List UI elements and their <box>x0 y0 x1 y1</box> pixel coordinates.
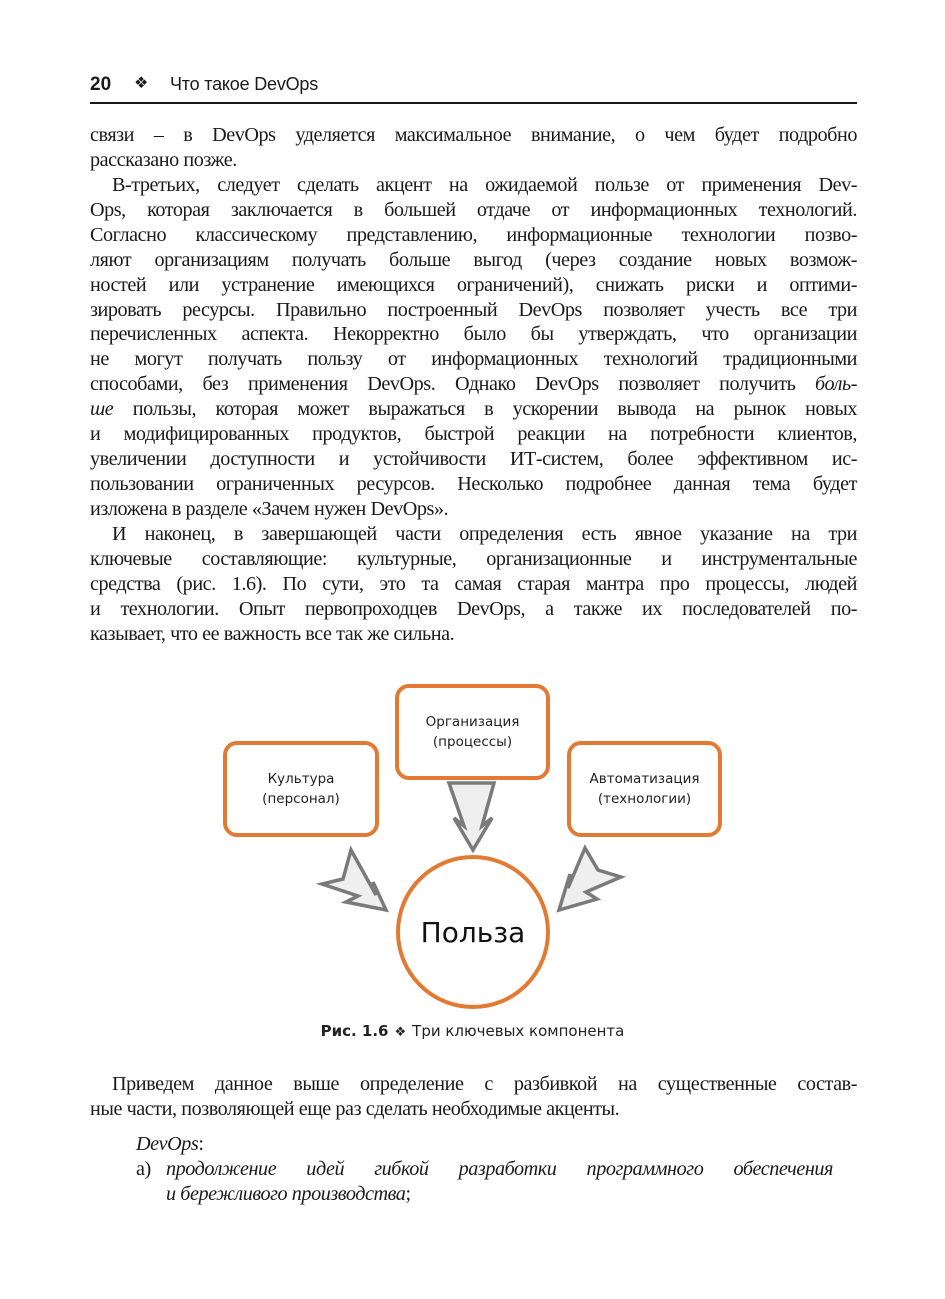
text-line: зировать ресурсы. Правильно построенный DevOps позволяет учесть все три <box>90 298 857 321</box>
box-sublabel: (технологии) <box>597 791 692 807</box>
list-item-end: ; <box>405 1182 411 1205</box>
text-line: увеличении доступности и устойчивости ИТ-систем, более эффективном ис- <box>90 447 857 470</box>
text-line: ностей или устранение имеющихся ограничений), снижать риски и оптими- <box>90 273 857 296</box>
box-organization <box>395 684 550 780</box>
running-header <box>90 72 857 104</box>
paragraph-3 <box>90 522 857 647</box>
box-sublabel: (персонал) <box>262 791 340 807</box>
box-label: Культура <box>267 771 335 787</box>
text-line: ляют организациям получать больше выгод (через создание новых возмож- <box>90 248 857 271</box>
paragraph-2 <box>90 173 857 522</box>
text-line: перечисленных аспекта. Некорректно было бы утверждать, что организации <box>90 323 857 346</box>
text-line: ключевые составляющие: культурные, организационные и инструментальные <box>90 547 857 570</box>
list-item-a <box>136 1157 833 1207</box>
list-item-content <box>166 1157 833 1207</box>
box-automation <box>567 741 722 837</box>
ornament-icon: ❖ <box>134 73 149 92</box>
paragraph-1 <box>90 123 857 173</box>
text-line: рассказано позже. <box>90 148 237 171</box>
box-label: Организация <box>425 714 520 730</box>
text-line: и модифицированных продуктов, быстрой реакции на потребности клиентов, <box>90 423 857 446</box>
figure-number: Рис. 1.6 <box>320 1022 389 1040</box>
text-line: связи – в DevOps уделяется максимальное внимание, о чем будет подробно <box>90 124 857 146</box>
text-segment: пользы, которая может выражаться в ускорении вывода на рынок новых <box>132 398 857 421</box>
box-label: Автоматизация <box>589 771 700 787</box>
definition-block <box>136 1132 833 1157</box>
box-sublabel: (процессы) <box>432 734 513 750</box>
emphasis: боль- <box>815 373 857 396</box>
text-line <box>166 1182 833 1207</box>
text-line: пользовании ограниченных ресурсов. Несколько подробнее данная тема будет <box>90 472 857 495</box>
text-line: Приведем данное выше определение с разбивкой на существенные состав- <box>112 1073 857 1095</box>
arrow-down-icon <box>449 783 494 850</box>
text-line: казывает, что ее важность все так же сильна. <box>90 622 455 645</box>
box-culture <box>223 741 379 837</box>
text-line: И наконец, в завершающей части определения есть явное указание на три <box>112 523 857 545</box>
text-segment: способами, без применения DevOps. Однако DevOps позволяет получить <box>90 373 816 396</box>
text-line: В-третьих, следует сделать акцент на ожидаемой пользе от применения Dev- <box>112 174 857 196</box>
definition-term-line <box>136 1132 833 1157</box>
text-line: Ops, которая заключается в большей отдаче от информационных технологий. <box>90 198 857 221</box>
text-line <box>90 372 857 397</box>
text-line: Согласно классическому представлению, информационные технологии позво- <box>90 223 857 246</box>
text-line: средства (рис. 1.6). По сути, это та самая старая мантра про процессы, людей <box>90 572 857 595</box>
text-line: изложена в разделе «Зачем нужен DevOps». <box>90 497 449 520</box>
figure-caption <box>0 1022 945 1040</box>
circle-benefit <box>396 855 550 1009</box>
text-line <box>90 397 857 422</box>
text-line: продолжение идей гибкой разработки программного обеспечения <box>166 1158 833 1180</box>
text-segment: и бережливого производства <box>166 1182 406 1205</box>
paragraph-4 <box>90 1072 857 1122</box>
list-marker: а) <box>136 1158 151 1180</box>
chapter-title: Что такое DevOps <box>170 74 319 94</box>
figure-three-components <box>0 660 945 1060</box>
text-line: ные части, позволяющей еще раз сделать необходимые акценты. <box>90 1097 620 1120</box>
text-line: не могут получать пользу от информационных технологий традиционными <box>90 348 857 371</box>
colon: : <box>198 1133 204 1155</box>
text-line: и технологии. Опыт первопроходцев DevOps, а также их последователей по- <box>90 597 857 620</box>
caption-text: Три ключевых компонента <box>412 1022 625 1040</box>
page-number: 20 <box>90 74 112 95</box>
circle-label: Польза <box>420 915 526 949</box>
emphasis: ше <box>90 398 114 421</box>
ornament-icon: ❖ <box>394 1025 407 1040</box>
arrow-diagonal-right-icon <box>322 850 386 910</box>
definition-term: DevOps <box>136 1133 199 1155</box>
arrow-diagonal-left-icon <box>559 848 621 910</box>
